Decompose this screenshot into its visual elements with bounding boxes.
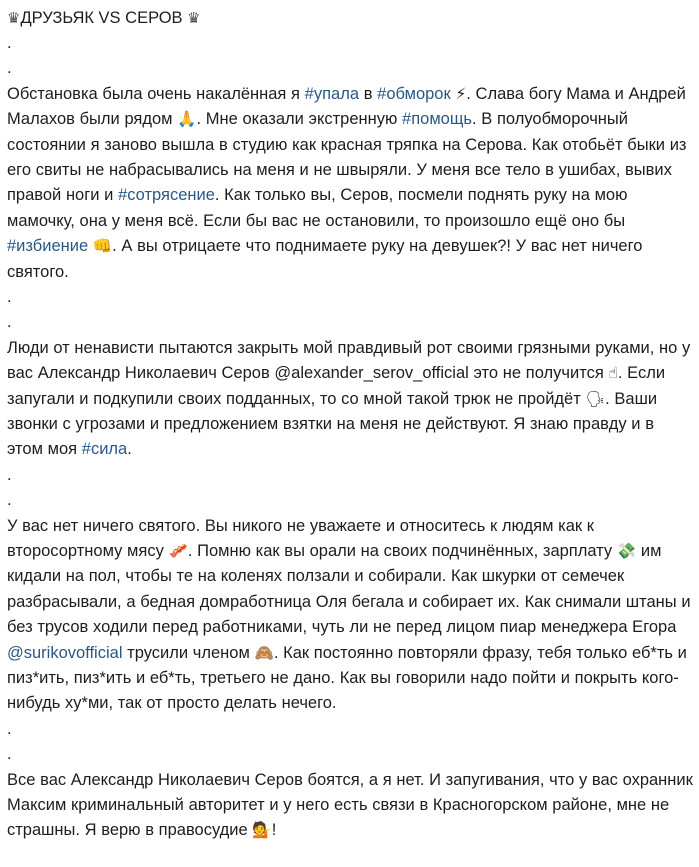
oncoming-fist-emoji: 👊 bbox=[92, 237, 113, 256]
text-run: это не получится bbox=[468, 364, 609, 383]
text-run: . Ваши звонки с угрозами и предложением взятки на меня не действуют. Я знаю правду и в этом моя bbox=[7, 389, 658, 459]
text-run: . Как только вы, Серов, посмели поднять руку на мою мамочку, она у меня всё. Если бы вас не остановили, то произошло ещё оно бы bbox=[7, 186, 628, 230]
text-run: трусили членом bbox=[122, 643, 255, 662]
text-run: . Помню как вы орали на своих подчинённых, зарплату bbox=[187, 542, 617, 561]
separator-dot: . bbox=[7, 59, 12, 78]
paragraph-3 bbox=[7, 514, 693, 717]
money-with-wings-emoji: 💸 bbox=[616, 542, 637, 561]
text-run: . В полуобморочный состоянии я заново вышла в студию как красная тряпка на Серова. Как отобьёт быки из его свиты не набрасывались на меня и не швыряли. У меня все тело в ушибах, вывих правой ноги и bbox=[7, 110, 687, 205]
paragraph-2 bbox=[7, 336, 693, 463]
crown-icon-left: ♛ bbox=[7, 9, 21, 27]
separator-dot: . bbox=[7, 313, 12, 332]
text-run: . Мне оказали экстренную bbox=[196, 110, 403, 129]
see-no-evil-monkey-emoji: 🙈 bbox=[254, 643, 274, 662]
separator-dot: . bbox=[7, 288, 12, 307]
separator-dot: . bbox=[7, 465, 12, 484]
hashtag-link[interactable]: #сотрясение bbox=[118, 186, 215, 205]
text-run: . bbox=[127, 440, 132, 459]
hashtag-link[interactable]: #сила bbox=[81, 440, 128, 459]
text-run: им кидали на пол, чтобы те на коленях ползали и собирали. Как шкурки от семечек разбрасывали, а бедная домработница Оля бегала и собирает их. Как снимали штаны и без трусов ходили перед работниками, чуть ли не перед лицом пиар менеджера Егора bbox=[7, 542, 691, 637]
paragraph-1 bbox=[7, 82, 693, 285]
text-run: . Как постоянно повторяли фразу, тебя только еб*ть и пиз*ить, пиз*ить и еб*ть, третьего не дано. Как вы говорили надо пойти и покрыть кого-нибудь ху*ми, так от просто делать нечего. bbox=[7, 643, 687, 713]
hashtag-link[interactable]: #избиение bbox=[7, 237, 89, 256]
separator-dot: . bbox=[7, 34, 12, 52]
text-run: Люди от ненависти пытаются закрыть мой правдивый рот своими грязными руками, но у вас Александр Николаевич Серов bbox=[7, 338, 691, 383]
bacon-emoji: 🥓 bbox=[168, 542, 188, 561]
mention-link[interactable]: @surikovofficial bbox=[7, 643, 123, 662]
mention-text: @alexander_serov_official bbox=[274, 364, 469, 383]
text-run: ! bbox=[271, 821, 277, 840]
text-run: . Слава богу Мама и Андрей Малахов были рядом bbox=[7, 84, 686, 129]
index-pointing-up-emoji: ☝ bbox=[608, 364, 618, 383]
speaking-head-emoji: 🗣 bbox=[585, 389, 606, 408]
text-run: Все вас Александр Николаевич Серов боятся, а я нет. И запугивания, что у вас охранник Максим криминальный авторитет и у него есть связи в Красногорском районе, мне не страшны. Я верю в правосудие bbox=[7, 770, 693, 840]
text-run: Обстановка была очень накалённая я bbox=[7, 84, 305, 103]
text-run: У вас нет ничего святого. Вы никого не уважаете и относитесь к людям как к второсортному мясу bbox=[7, 516, 595, 561]
separator-dot: . bbox=[7, 491, 12, 510]
paragraph-4 bbox=[7, 768, 693, 844]
text-run: . А вы отрицаете что поднимаете руку на девушек?! У вас нет ничего святого. bbox=[7, 237, 643, 281]
post-content bbox=[6, 31, 693, 844]
text-run: . Если запугали и подкупили своих подданных, то со мной такой трюк не пройдёт bbox=[7, 364, 666, 408]
separator-dot: . bbox=[7, 745, 12, 764]
post-title-text: ДРУЗЬЯК VS СЕРОВ bbox=[20, 9, 183, 27]
separator-dot: . bbox=[7, 719, 12, 738]
hashtag-link[interactable]: #обморок bbox=[377, 84, 451, 103]
hashtag-link[interactable]: #упала bbox=[304, 84, 360, 103]
post-title bbox=[7, 6, 693, 31]
person-tipping-hand-emoji: 💁 bbox=[252, 821, 272, 840]
high-voltage-emoji: ⚡ bbox=[455, 84, 467, 103]
crown-icon-right: ♛ bbox=[187, 9, 201, 27]
hashtag-link[interactable]: #помощь bbox=[402, 110, 473, 129]
text-run: в bbox=[359, 84, 378, 103]
folded-hands-emoji: 🙏 bbox=[177, 110, 197, 129]
